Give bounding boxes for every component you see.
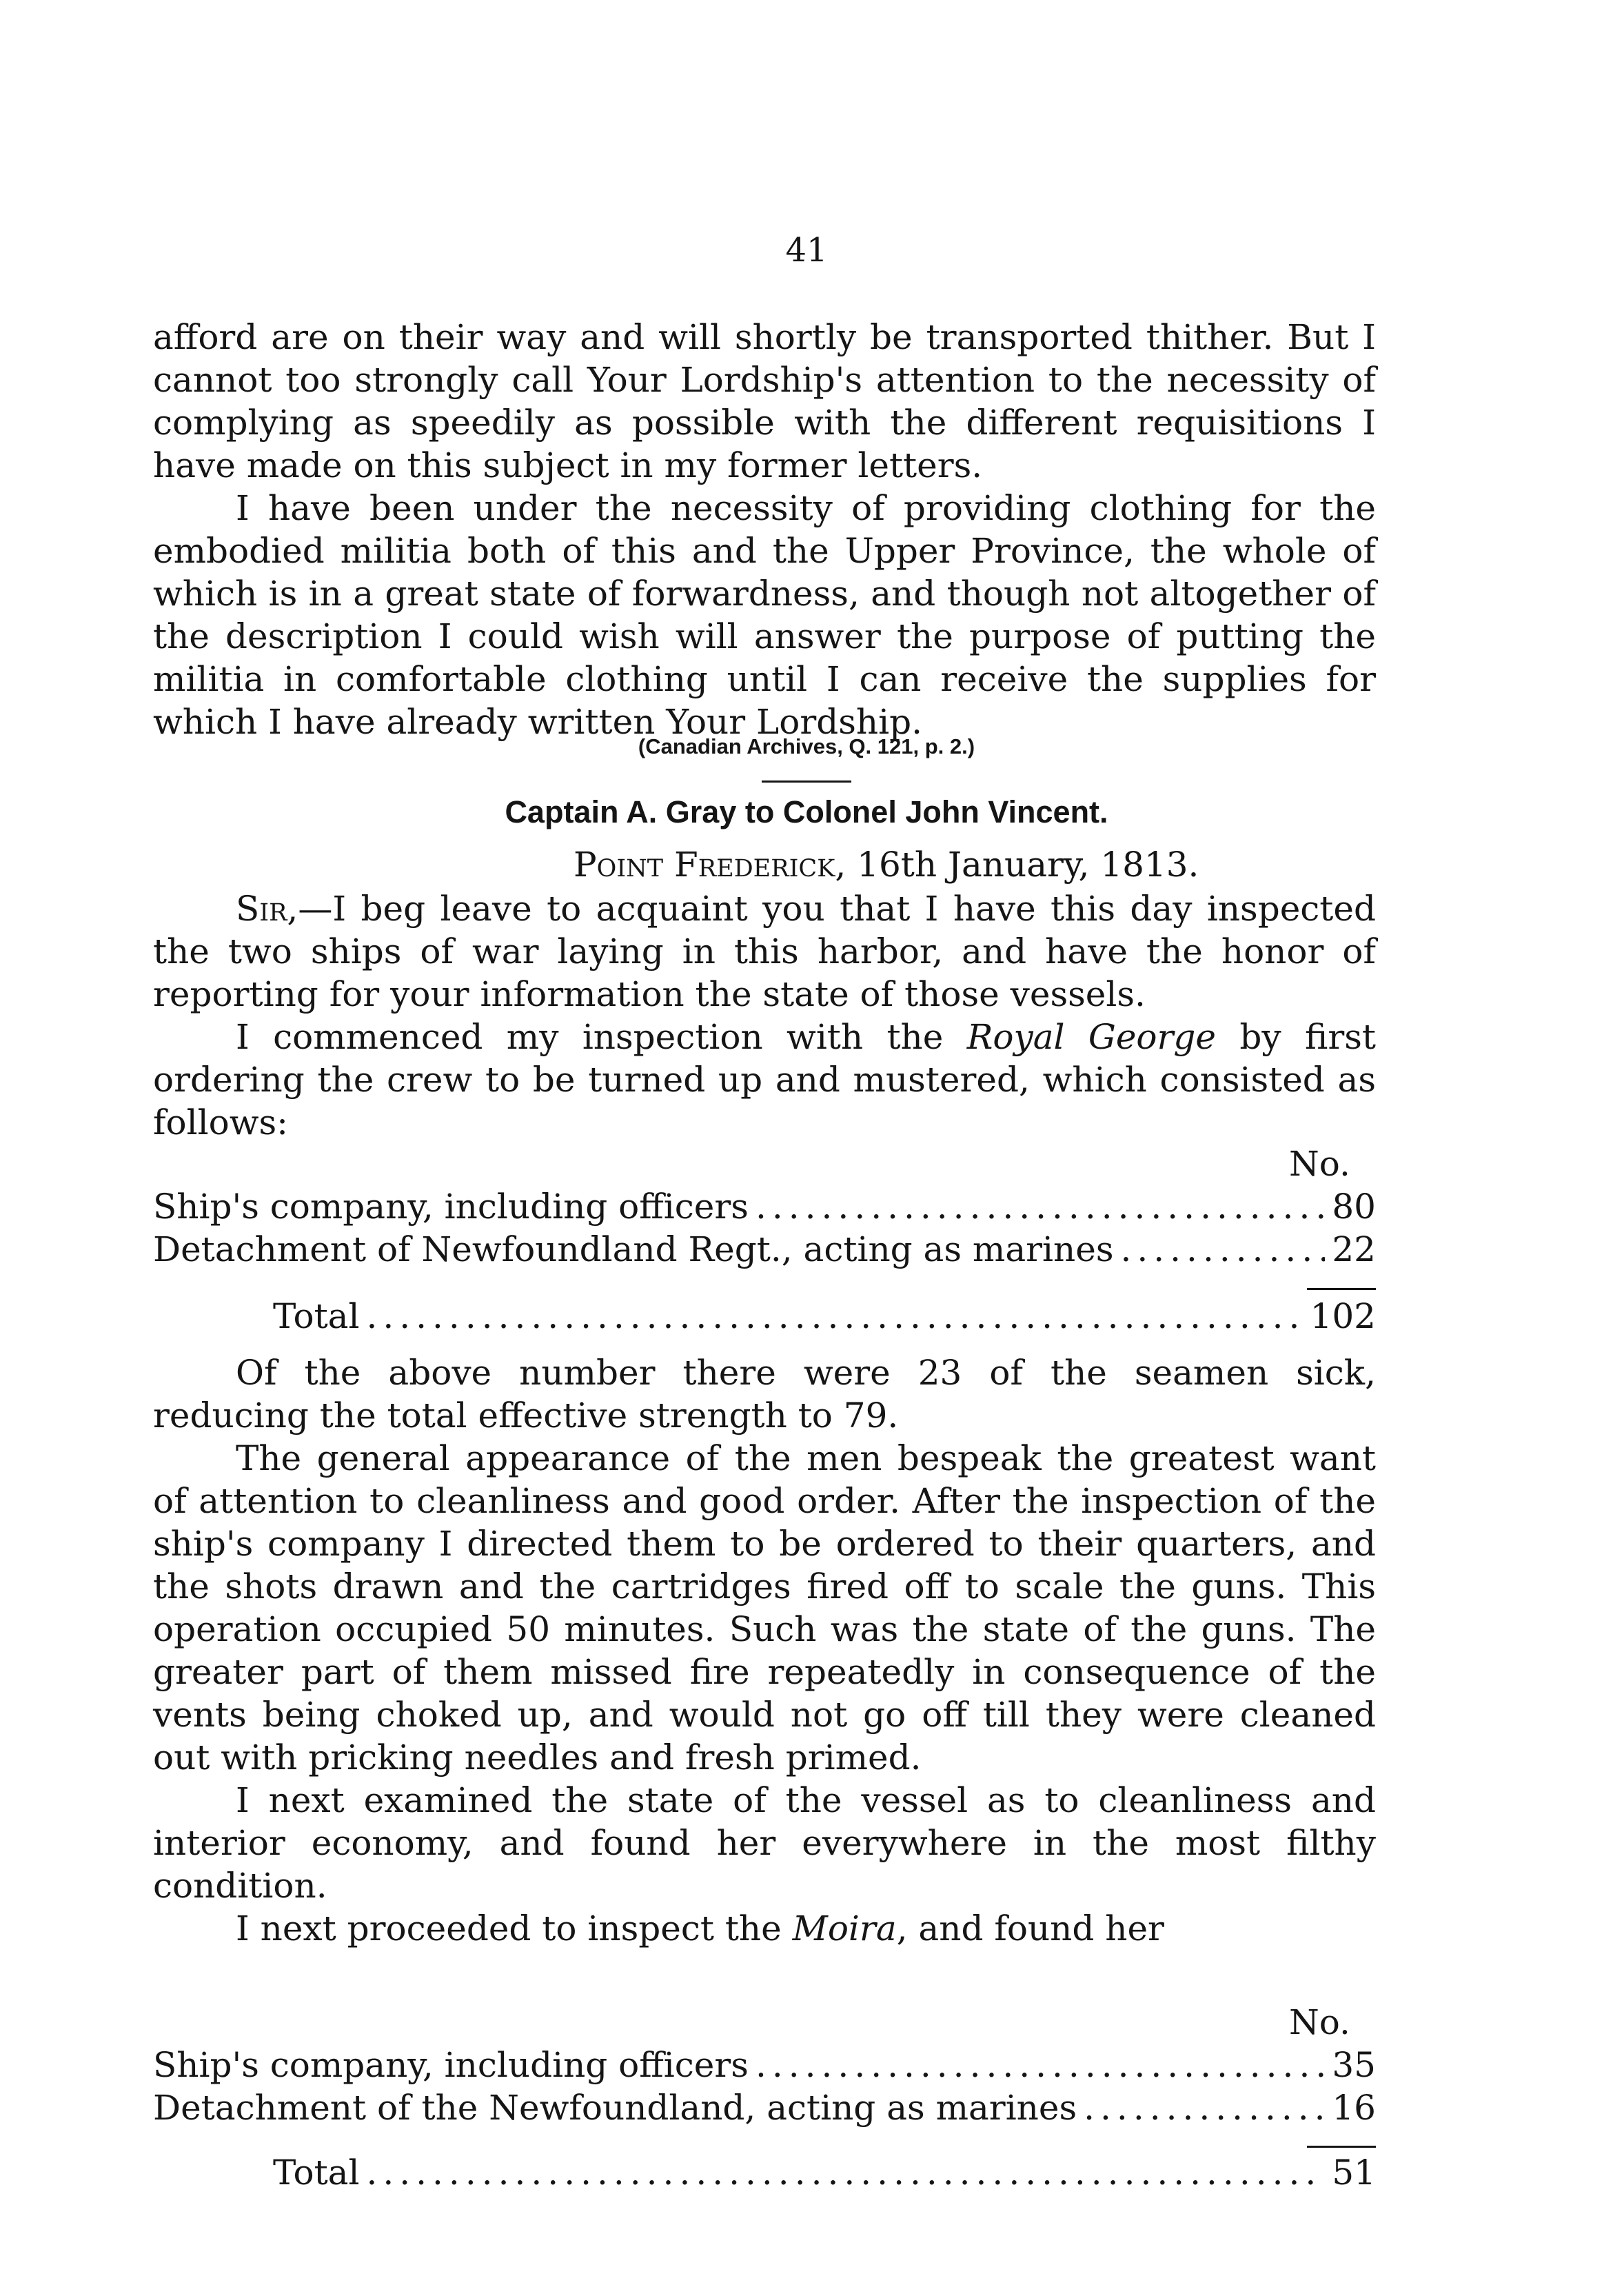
page-number: 41 <box>785 231 828 270</box>
table1-row: Ship's company, including officers ..... 80 <box>153 1187 1376 1229</box>
paragraph-appearance: The general appearance of the men bespeak the greatest want of attention to cleanliness and good order. After the inspection of the ship's company I directed them to be ordered to their quarters, and the shots drawn and the cartridges fired off to scale the guns. This operation occupied 50 minutes. Such was the state of the guns. The greater part of them missed fire repeatedly in consequence of the vents being choked up, and would not go off till they were cleaned out with pricking needles and fresh primed. <box>153 1438 1376 1778</box>
paragraph-vessel: I next examined the state of the vessel as to cleanliness and interior economy, and found her everywhere in the most filthy condition. <box>153 1780 1376 1906</box>
table1-row: Detachment of Newfoundland Regt., acting as marines ..... 22 <box>153 1229 1376 1272</box>
paragraph-salutation <box>153 887 1376 1016</box>
paragraph-sick: Of the above number there were 23 of the seamen sick, reducing the total effective strength to 79. <box>153 1353 1376 1436</box>
section-divider <box>762 781 851 783</box>
table2-column-header: No. <box>1289 2002 1350 2042</box>
paragraph-royal-george: I commenced my inspection with the Royal George by first ordering the crew to be turned up and mustered, which consisted as follows: <box>153 1017 1376 1142</box>
dateline <box>574 845 1199 885</box>
dateline-place: Point Frederick, <box>574 845 846 885</box>
ship-name-royal-george: Royal George <box>966 1017 1217 1057</box>
salutation-text: —I beg leave to acquaint you that I have this day inspected the two ships of war laying in this harbor, and have the honor of reporting for your information the state of those vessels. <box>153 889 1376 1014</box>
table1-total-row: Total ..... 102 <box>273 1296 1376 1339</box>
table2-total-row: Total ..... 51 <box>273 2153 1376 2195</box>
table2-row: Ship's company, including officers ..... 35 <box>153 2045 1376 2088</box>
paragraph-moira: I next proceeded to inspect the Moira, and found her <box>236 1909 1164 1948</box>
opening-text-block <box>153 316 1376 743</box>
table1-column-header: No. <box>1289 1144 1350 1184</box>
letter-opening-block <box>153 887 1376 1144</box>
letter-heading: Captain A. Gray to Colonel John Vincent. <box>505 794 1108 829</box>
paragraph-continuation: afford are on their way and will shortly be transported thither. But I cannot too strongly call Your Lordship's attention to the necessity of complying as speedily as possible with the different requisitions I have made on this subject in my former letters. <box>153 317 1376 485</box>
body-text-block <box>153 1351 1376 1950</box>
salutation: Sir, <box>236 889 298 929</box>
paragraph-clothing: I have been under the necessity of providing clothing for the embodied militia both of this and the Upper Province, the whole of which is in a great state of forwardness, and though not altogether of the description I could wish will answer the purpose of putting the militia in comfortable clothing until I can receive the supplies for which I have already written Your Lordship. <box>153 488 1376 742</box>
table2-row: Detachment of the Newfoundland, acting as marines ..... 16 <box>153 2088 1376 2131</box>
table2-sum-rule <box>1307 2146 1376 2148</box>
dateline-date: 16th January, 1813. <box>857 845 1199 885</box>
ship-name-moira: Moira <box>792 1909 897 1948</box>
archive-citation: (Canadian Archives, Q. 121, p. 2.) <box>638 734 975 758</box>
table1-sum-rule <box>1307 1288 1376 1290</box>
